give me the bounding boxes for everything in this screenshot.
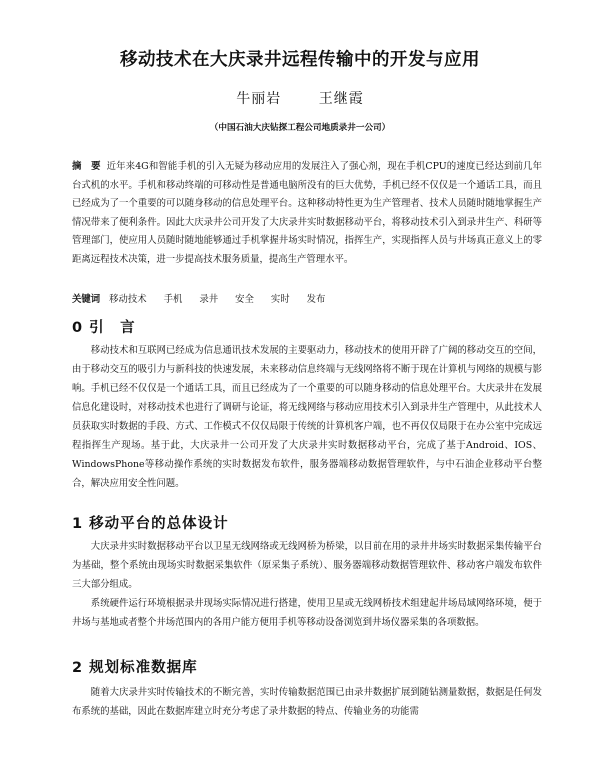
paper-title: 移动技术在大庆录井远程传输中的开发与应用 [120,50,480,70]
abstract-text: 近年来4G和智能手机的引入无疑为移动应用的发展注入了强心剂，现在手机CPU的速度已经达到前几年台式机的水平。手机和移动终端的可移动性是普通电脑所没有的巨大优势，手机已经不仅仅是一个通话工具，而且已经成为了一个重要的可以随身移动的信息处理平台。这种移动特性更为生产管理者、技术人员随时随地掌握生产情况带来了便利条件。因此大庆录井公司开发了大庆录井实时数据移动平台，将移动技术引入到录井生产、科研等管理部门，使应用人员随时随地能够通过手机掌握井场实时情况，指挥生产，实现指挥人员与井场真正意义上的零距离远程技术决策，进一步提高技术服务质量，提高生产管理水平。 [72,161,542,265]
keywords [72,291,542,305]
section-heading: 0 引 言 [72,320,136,336]
keyword: 手机 [163,294,183,305]
section-body [72,341,542,493]
section-heading: 2 规划标准数据库 [72,660,198,676]
section-body [72,683,542,721]
abstract-label: 摘 要 [72,161,101,172]
paragraph: 随着大庆录井实时传输技术的不断完善，实时传输数据范围已由录井数据扩展到随钻测量数据，数据是任何发布系统的基础，因此在数据库建立时充分考虑了录井数据的特点、传输业务的功能需 [72,687,542,717]
section-heading: 1 移动平台的总体设计 [72,516,229,532]
abstract [72,158,542,270]
keyword: 录井 [199,294,219,305]
paragraph: 移动技术和互联网已经成为信息通讯技术发展的主要驱动力，移动技术的使用开辟了广阔的移动交互的空间，由于移动交互的吸引力与新科技的快速发展，未来移动信息终端与无线网络将不断于现在计算机与网络的规模与影响。手机已经不仅仅是一个通话工具，而且已经成为了一个重要的可以随身移动的信息处理平台。大庆录井在发展信息化建设时，对移动技术也进行了调研与论证，将无线网络与移动应用技术引入到录井生产管理中，从此技术人员获取实时数据的手段、方式、工作模式不仅仅局限于传统的计算机客户端，也不再仅仅局限于在办公室中完成远程指挥生产现场。基于此，大庆录井一公司开发了大庆录井实时数据移动平台，完成了基于Android、IOS、WindowsPhone等移动操作系统的实时数据发布软件，服务器端移动数据管理软件，与中石油企业移动平台整合，解决应用安全性问题。 [72,345,542,489]
keywords-label: 关键词 [72,294,101,305]
affiliation: （中国石油大庆钻探工程公司地质录井一公司） [209,123,391,133]
paragraph: 系统硬件运行环境根据录井现场实际情况进行搭建，使用卫星或无线网桥技术组建起井场局域网络环境，便于井场与基地或者整个井场范围内的各用户能方便用手机等移动设备浏览到井场仪器采集的各项数据。 [72,598,542,628]
section-body [72,537,542,632]
paragraph: 大庆录井实时数据移动平台以卫星无线网络或无线网桥为桥梁，以目前在用的录井井场实时数据采集传输平台为基础，整个系统由现场实时数据采集软件（原采集子系统）、服务器端移动数据管理软件、移动客户端发布软件三大部分组成。 [72,541,542,590]
keyword: 安全 [235,294,254,305]
keyword: 发布 [306,294,326,305]
author-name: 王继霞 [318,91,364,107]
author-name: 牛丽岩 [236,91,282,107]
keyword: 移动技术 [109,294,147,305]
keyword: 实时 [270,294,290,305]
author-list [0,88,600,108]
